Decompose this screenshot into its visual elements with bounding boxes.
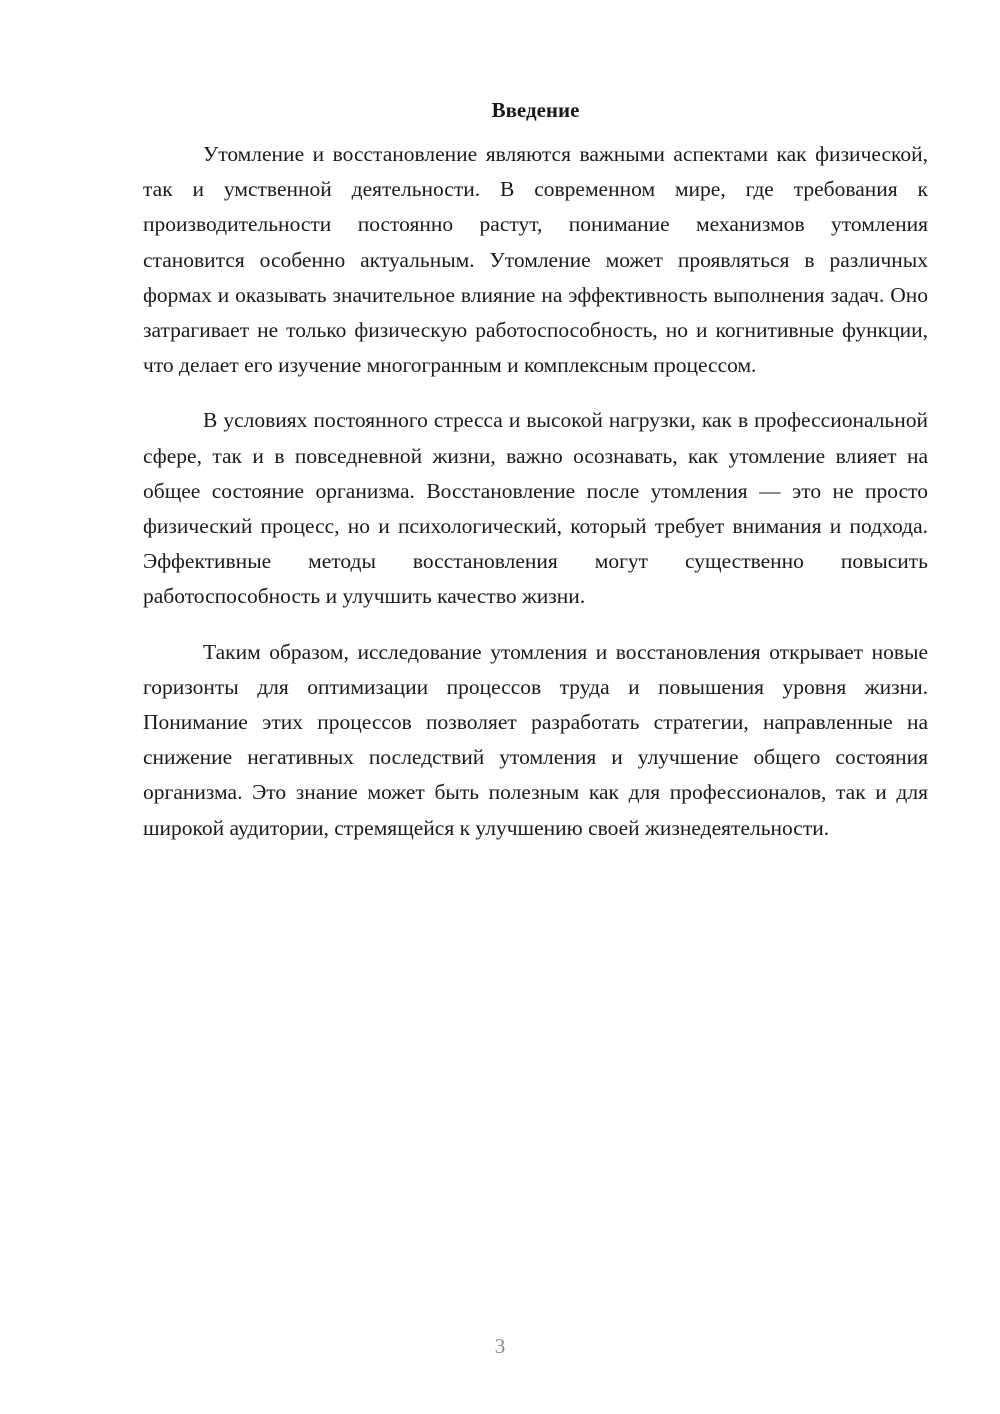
paragraph-1: Утомление и восстановление являются важными аспектами как физической, так и умственной деятельности. В современном мире, где требования к производительности постоянно растут, понимание механизмов утомления становится особенно актуальным. Утомление может проявляться в различных формах и оказывать значительное влияние на эффективность выполнения задач. Оно затрагивает не только физическую работоспособность, но и когнитивные функции, что делает его изучение многогранным и комплексным процессом. bbox=[143, 142, 928, 378]
page-body bbox=[143, 95, 928, 866]
section-title: Введение bbox=[491, 98, 580, 122]
page-number: 3 bbox=[494, 1334, 506, 1358]
paragraph-2: В условиях постоянного стресса и высокой нагрузки, как в профессиональной сфере, так и в повседневной жизни, важно осознавать, как утомление влияет на общее состояние организма. Восстановление после утомления — это не просто физический процесс, но и психологический, который требует внимания и подхода. Эффективные методы восстановления могут существенно повысить работоспособность и улучшить качество жизни. bbox=[143, 408, 928, 609]
paragraph-3: Таким образом, исследование утомления и восстановления открывает новые горизонты для оптимизации процессов труда и повышения уровня жизни. Понимание этих процессов позволяет разработать стратегии, направленные на снижение негативных последствий утомления и улучшение общего состояния организма. Это знание может быть полезным как для профессионалов, так и для широкой аудитории, стремящейся к улучшению своей жизнедеятельности. bbox=[143, 639, 928, 840]
